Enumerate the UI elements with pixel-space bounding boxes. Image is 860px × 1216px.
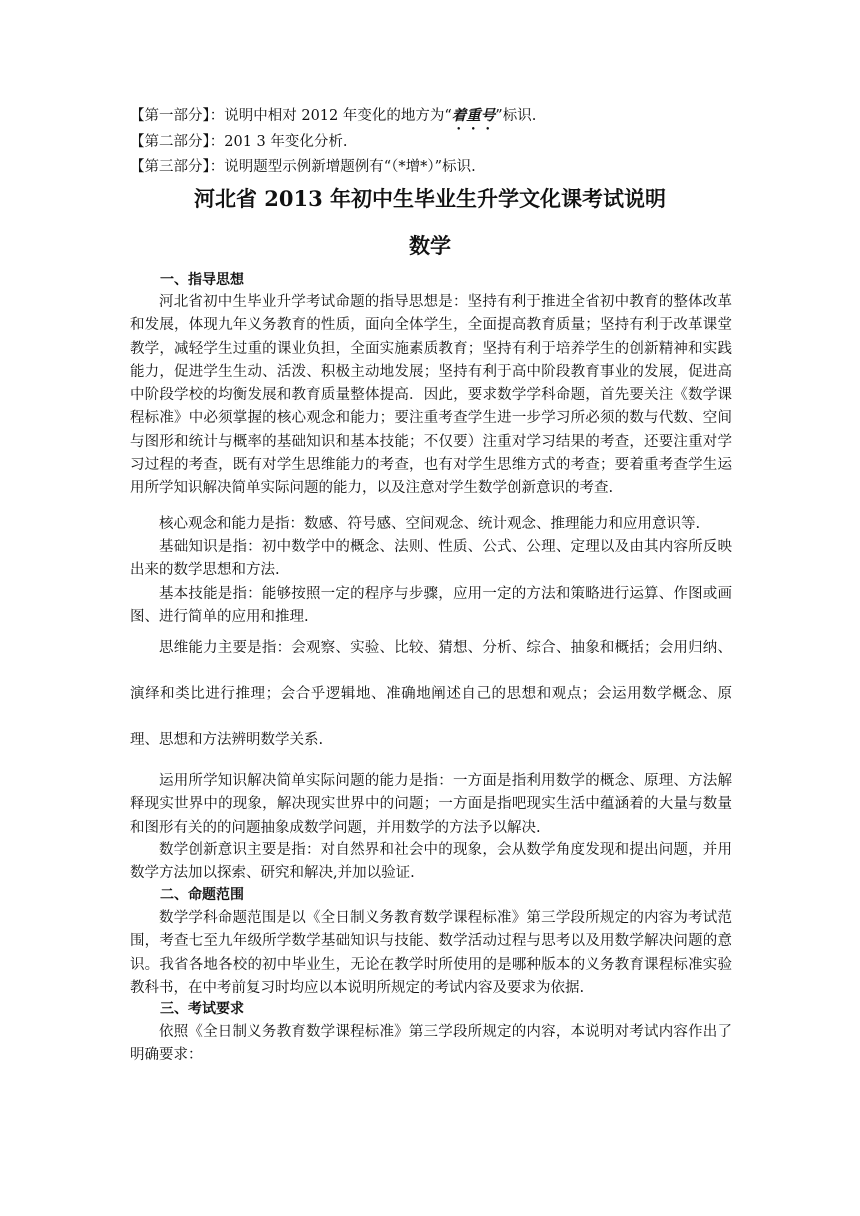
note-part-two (130, 132, 347, 152)
note-part-two-text: ：201 3 年变化分析. (209, 134, 348, 150)
paragraph-core-concepts: 核心观念和能力是指：数感、符号感、空间观念、统计观念、推理能力和应用意识等. (159, 516, 701, 532)
paragraph-innovation: 数学创新意识主要是指：对自然界和社会中的现象，会从数学角度发现和提出问题，并用数学方法加以探索、研究和解决,并加以验证. (130, 842, 732, 882)
note-part-two-label: 【第二部分】 (130, 134, 210, 150)
paragraph-thinking-ability: 思维能力主要是指：会观察、实验、比较、猜想、分析、综合、抽象和概括；会用归纳、演绎和类比进行推理；会合乎逻辑地、准确地阐述自己的思想和观点；会运用数学概念、原理、思想和方法辨明数学关系. (130, 640, 732, 748)
note-part-one-label: 【第一部分】 (130, 108, 210, 124)
note-part-one (130, 106, 536, 133)
paragraph-requirements: 依照《全日制义务教育数学课程标准》第三学段所规定的内容，本说明对考试内容作出了明确要求： (130, 1024, 732, 1064)
paragraph-problem-solving: 运用所学知识解决简单实际问题的能力是指：一方面是指利用数学的概念、原理、方法解释现实世界中的现象，解决现实世界中的问题；一方面是指吧现实生活中蕴涵着的大量与数量和图形有关的的问题抽象成数学问题，并用数学的方法予以解决. (130, 773, 732, 836)
paragraph-basic-knowledge: 基础知识是指：初中数学中的概念、法则、性质、公式、公理、定理以及由其内容所反映出来的数学思想和方法. (130, 539, 732, 579)
section-heading-requirements: 三、考试要求 (160, 1001, 244, 1017)
paragraph-guiding-principles: 河北省初中生毕业升学考试命题的指导思想是：坚持有利于推进全省初中教育的整体改革和发展，体现九年义务教育的性质，面向全体学生，全面提高教育质量；坚持有利于改革课堂教学，减轻学生过重的课业负担，全面实施素质教育；坚持有利于培养学生的创新精神和实践能力，促进学生生动、活泼、积极主动地发展；坚持有利于高中阶段教育事业的发展，促进高中阶段学校的均衡发展和教育质量整体提高．因此，要求数学学科命题，首先要关注《数学课程标准》中必须掌握的核心观念和能力；要注重考查学生进一步学习所必须的数与代数、空间与图形和统计与概率的基础知识和基本技能；不仅要）注重对学习结果的考查，还要注重对学习过程的考查，既有对学生思维能力的考查，也有对学生思维方式的考查；要着重考查学生运用所学知识解决简单实际问题的能力，以及注意对学生数学创新意识的考查. (130, 294, 732, 497)
note-part-three (130, 157, 476, 177)
paragraph-basic-skills: 基本技能是指：能够按照一定的程序与步骤，应用一定的方法和策略进行运算、作图或画图、进行简单的应用和推理. (130, 586, 732, 626)
note-part-one-text-b: ”标识. (495, 108, 537, 124)
note-part-three-text: ：说明题型示例新增题例有“（*增*）”标识. (209, 159, 476, 175)
section-heading-guiding-principles: 一、指导思想 (160, 272, 244, 288)
document-title: 河北省 2013 年初中生毕业生升学文化课考试说明 (193, 186, 667, 211)
note-part-one-text-a: ：说明中相对 2012 年变化的地方为“ (209, 108, 452, 124)
note-part-three-label: 【第三部分】 (130, 159, 210, 175)
section-heading-scope: 二、命题范围 (160, 887, 244, 903)
document-subtitle: 数学 (409, 233, 451, 258)
note-part-one-emphasis: 着重号 (451, 107, 496, 124)
paragraph-scope: 数学学科命题范围是以《全日制义务教育数学课程标准》第三学段所规定的内容为考试范围，考查七至九年级所学数学基础知识与技能、数学活动过程与思考以及用数学解决问题的意识。我省各地各校的初中毕业生，无论在教学时所使用的是哪种版本的义务教育课程标准实验教科书，在中考前复习时均应以本说明所规定的考试内容及要求为依据. (130, 910, 732, 996)
